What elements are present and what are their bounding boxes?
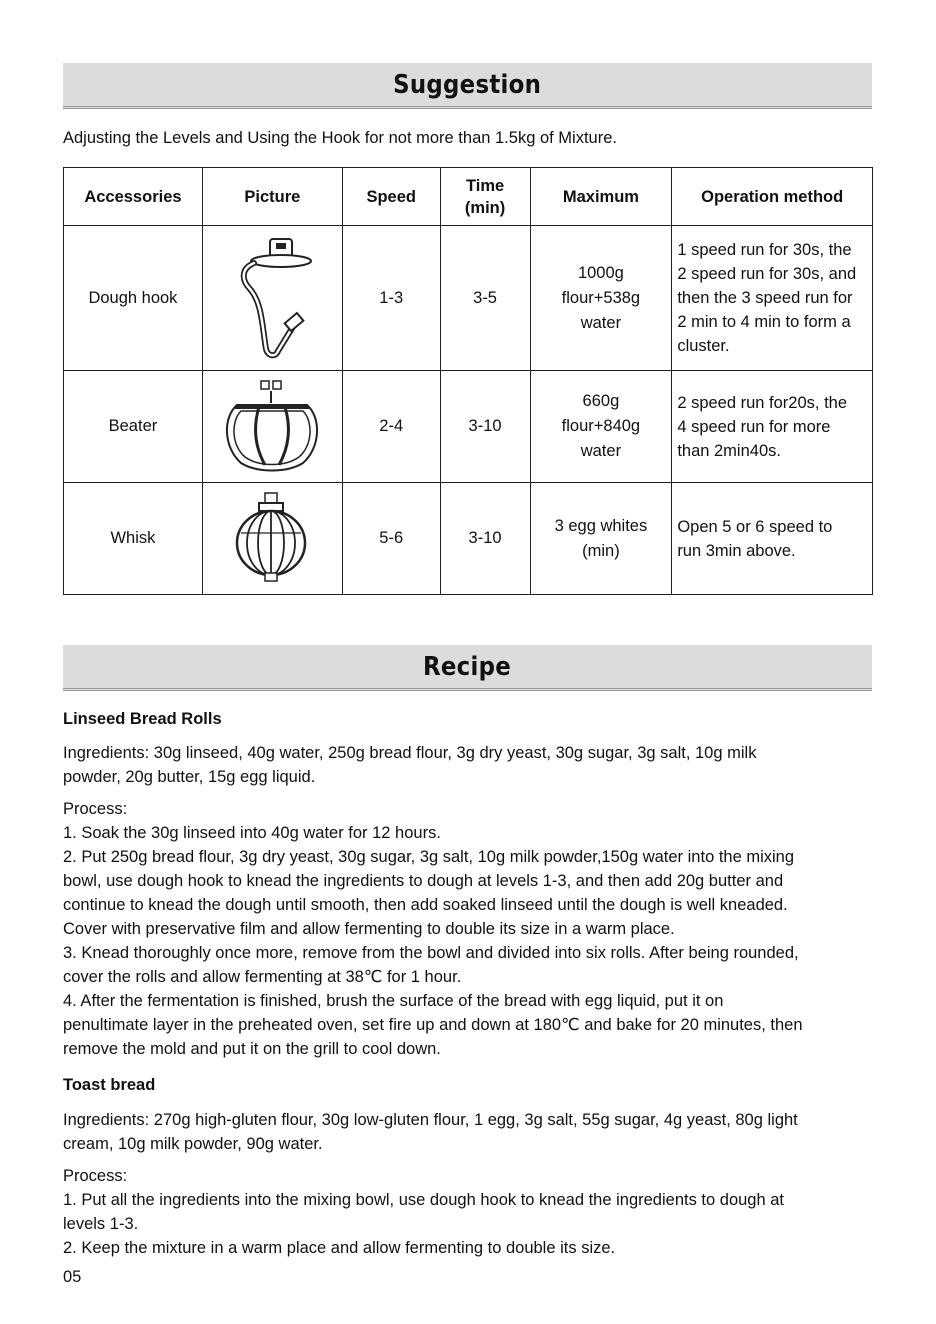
header-maximum: Maximum bbox=[530, 168, 672, 226]
text-line: cream, 10g milk powder, 90g water. bbox=[63, 1135, 323, 1153]
text-line: cover the rolls and allow fermenting at 38℃ for 1 hour. bbox=[63, 968, 462, 986]
time-cell: 3-5 bbox=[440, 226, 530, 371]
maximum-line: 1000g bbox=[577, 263, 624, 282]
suggestion-intro: Adjusting the Levels and Using the Hook for not more than 1.5kg of Mixture. bbox=[63, 129, 617, 147]
text-line: continue to knead the dough until smooth, then add soaked linseed until the dough is well kneaded. bbox=[63, 896, 788, 914]
maximum-cell bbox=[530, 483, 672, 595]
text-line: 2. Keep the mixture in a warm place and allow fermenting to double its size. bbox=[63, 1239, 616, 1257]
header-picture: Picture bbox=[202, 168, 342, 226]
maximum-line: flour+840g bbox=[561, 417, 641, 435]
suggestion-title: Suggestion bbox=[393, 69, 542, 100]
operation-line: Open 5 or 6 speed to bbox=[677, 517, 833, 536]
maximum-line: 660g bbox=[582, 392, 620, 410]
whisk-icon bbox=[227, 489, 317, 589]
accessory-table bbox=[63, 167, 873, 595]
text-line: Process: bbox=[63, 1167, 128, 1185]
text-line: 1. Soak the 30g linseed into 40g water for 12 hours. bbox=[63, 824, 441, 842]
text-line: 3. Knead thoroughly once more, remove from the bowl and divided into six rolls. After being rounded, bbox=[63, 944, 799, 962]
text-line: bowl, use dough hook to knead the ingredients to dough at levels 1-3, and then add 20g butter and bbox=[63, 872, 784, 890]
time-cell: 3-10 bbox=[440, 371, 530, 483]
text-line: levels 1-3. bbox=[63, 1215, 139, 1233]
operation-line: 2 speed run for 30s, and bbox=[677, 265, 857, 283]
header-time bbox=[440, 168, 530, 226]
text-line: Ingredients: 270g high-gluten flour, 30g low-gluten flour, 1 egg, 3g salt, 55g sugar, 4g yeast, 80g light bbox=[63, 1111, 798, 1129]
linseed-process bbox=[63, 797, 873, 1061]
maximum-line: flour+538g bbox=[561, 288, 641, 307]
suggestion-banner bbox=[63, 63, 872, 109]
maximum-line: water bbox=[580, 442, 622, 460]
time-cell: 3-10 bbox=[440, 483, 530, 595]
text-line: Process: bbox=[63, 800, 128, 818]
text-line: 2. Put 250g bread flour, 3g dry yeast, 30g sugar, 3g salt, 10g milk powder,150g water into the mixing bbox=[63, 848, 795, 866]
speed-cell: 1-3 bbox=[342, 226, 440, 371]
text-line: Ingredients: 30g linseed, 40g water, 250g bread flour, 3g dry yeast, 30g sugar, 3g salt, 10g milk bbox=[63, 744, 757, 762]
toast-title: Toast bread bbox=[63, 1076, 156, 1094]
operation-line: 2 speed run for20s, the bbox=[677, 393, 848, 412]
header-accessories: Accessories bbox=[64, 168, 203, 226]
toast-ingredients bbox=[63, 1108, 873, 1156]
picture-cell bbox=[202, 483, 342, 595]
operation-line: 2 min to 4 min to form a bbox=[677, 313, 851, 331]
picture-cell bbox=[202, 226, 342, 371]
table-row bbox=[64, 226, 873, 371]
operation-line: then the 3 speed run for bbox=[677, 289, 853, 307]
text-line: remove the mold and put it on the grill to cool down. bbox=[63, 1040, 441, 1058]
text-line: powder, 20g butter, 15g egg liquid. bbox=[63, 768, 316, 786]
text-line: 1. Put all the ingredients into the mixing bowl, use dough hook to knead the ingredients to dough at bbox=[63, 1191, 784, 1209]
recipe-title: Recipe bbox=[423, 651, 512, 682]
accessory-cell: Beater bbox=[64, 371, 203, 483]
table-header-row bbox=[64, 168, 873, 226]
table-row bbox=[64, 371, 873, 483]
header-time-line2: (min) bbox=[464, 198, 506, 217]
operation-line: 4 speed run for more bbox=[677, 417, 831, 436]
table-row bbox=[64, 483, 873, 595]
operation-cell bbox=[672, 226, 873, 371]
speed-cell: 2-4 bbox=[342, 371, 440, 483]
header-speed: Speed bbox=[342, 168, 440, 226]
maximum-cell bbox=[530, 226, 672, 371]
operation-cell bbox=[672, 483, 873, 595]
maximum-line: water bbox=[580, 313, 622, 332]
header-time-line1: Time bbox=[465, 176, 505, 195]
operation-cell bbox=[672, 371, 873, 483]
maximum-cell bbox=[530, 371, 672, 483]
picture-cell bbox=[202, 371, 342, 483]
operation-line: cluster. bbox=[677, 337, 730, 355]
operation-line: than 2min40s. bbox=[677, 441, 781, 460]
beater-icon bbox=[217, 377, 327, 477]
text-line: Cover with preservative film and allow fermenting to double its size in a warm place. bbox=[63, 920, 675, 938]
text-line: 4. After the fermentation is finished, brush the surface of the bread with egg liquid, put it on bbox=[63, 992, 724, 1010]
toast-process bbox=[63, 1164, 873, 1260]
accessory-cell: Whisk bbox=[64, 483, 203, 595]
page-number: 05 bbox=[63, 1268, 82, 1286]
linseed-ingredients bbox=[63, 741, 873, 789]
header-operation: Operation method bbox=[672, 168, 873, 226]
maximum-line: (min) bbox=[582, 541, 620, 560]
speed-cell: 5-6 bbox=[342, 483, 440, 595]
text-line: penultimate layer in the preheated oven, set fire up and down at 180℃ and bake for 20 minutes, then bbox=[63, 1016, 803, 1034]
maximum-line: 3 egg whites bbox=[554, 516, 648, 535]
linseed-title: Linseed Bread Rolls bbox=[63, 710, 222, 728]
operation-line: run 3min above. bbox=[677, 541, 796, 560]
operation-line: 1 speed run for 30s, the bbox=[677, 241, 852, 259]
accessory-cell: Dough hook bbox=[64, 226, 203, 371]
dough-hook-icon bbox=[232, 233, 312, 363]
recipe-banner bbox=[63, 645, 872, 691]
